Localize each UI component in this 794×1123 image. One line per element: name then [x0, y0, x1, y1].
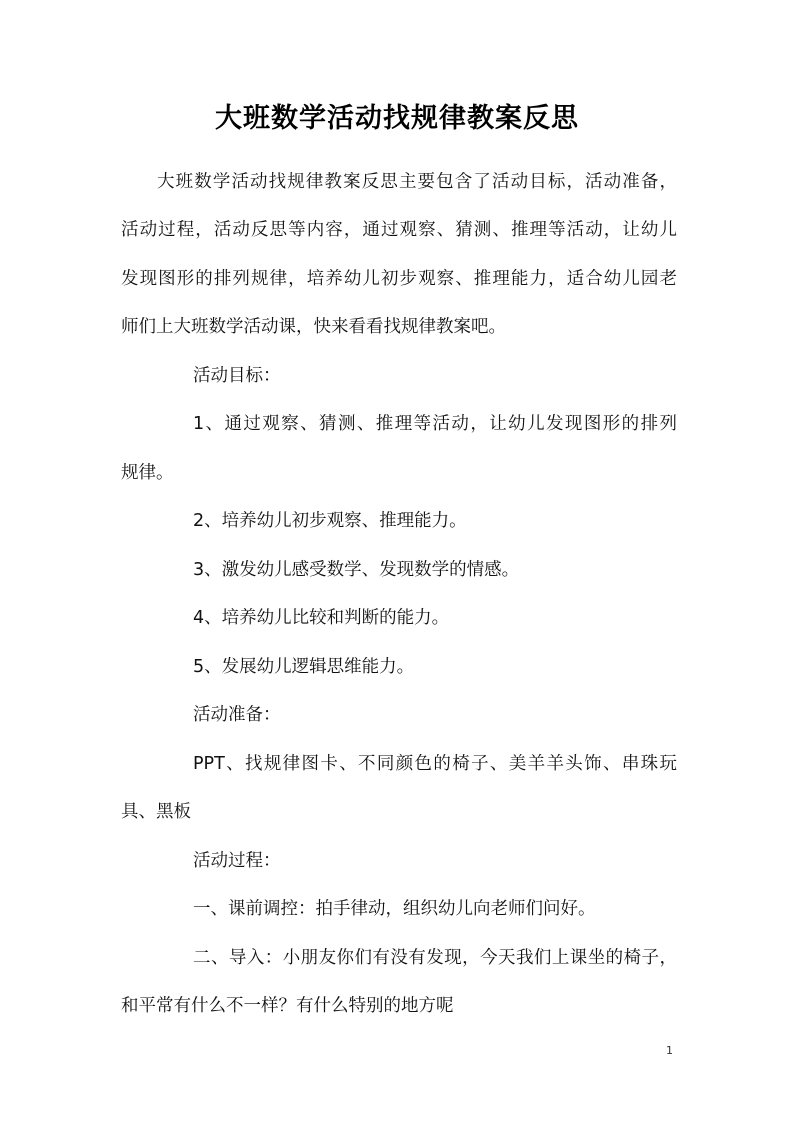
list-item: 2、培养幼儿初步观察、推理能力。 [193, 511, 467, 531]
paragraph-line: 活动过程，活动反思等内容，通过观察、猜测、推理等活动，让幼儿 [121, 220, 677, 240]
paragraph-line: 二、导入：小朋友你们有没有发现，今天我们上课坐的椅子， [193, 948, 677, 968]
list-item: 1、通过观察、猜测、推理等活动，让幼儿发现图形的排列 [193, 414, 677, 434]
page-number: 1 [666, 1044, 673, 1057]
section-heading: 活动准备： [193, 705, 281, 725]
list-item-continuation: 规律。 [121, 463, 174, 483]
paragraph-line: 一、课前调控：拍手律动，组织幼儿向老师们问好。 [193, 899, 596, 919]
section-heading: 活动过程： [193, 851, 281, 871]
list-item: 5、发展幼儿逻辑思维能力。 [193, 657, 415, 677]
list-item: 3、激发幼儿感受数学、发现数学的情感。 [193, 560, 520, 580]
paragraph-line: 大班数学活动找规律教案反思主要包含了活动目标，活动准备， [157, 172, 677, 192]
paragraph-line: 和平常有什么不一样？有什么特别的地方呢 [121, 996, 454, 1016]
section-heading: 活动目标： [193, 366, 281, 386]
paragraph-line: 发现图形的排列规律，培养幼儿初步观察、推理能力，适合幼儿园老 [121, 269, 677, 289]
paragraph-line: PPT、找规律图卡、不同颜色的椅子、美羊羊头饰、串珠玩 [193, 754, 677, 774]
paragraph-line: 具、黑板 [121, 802, 191, 822]
paragraph-line: 师们上大班数学活动课，快来看看找规律教案吧。 [121, 317, 506, 337]
document-title: 大班数学活动找规律教案反思 [215, 103, 579, 134]
list-item: 4、培养幼儿比较和判断的能力。 [193, 608, 450, 628]
